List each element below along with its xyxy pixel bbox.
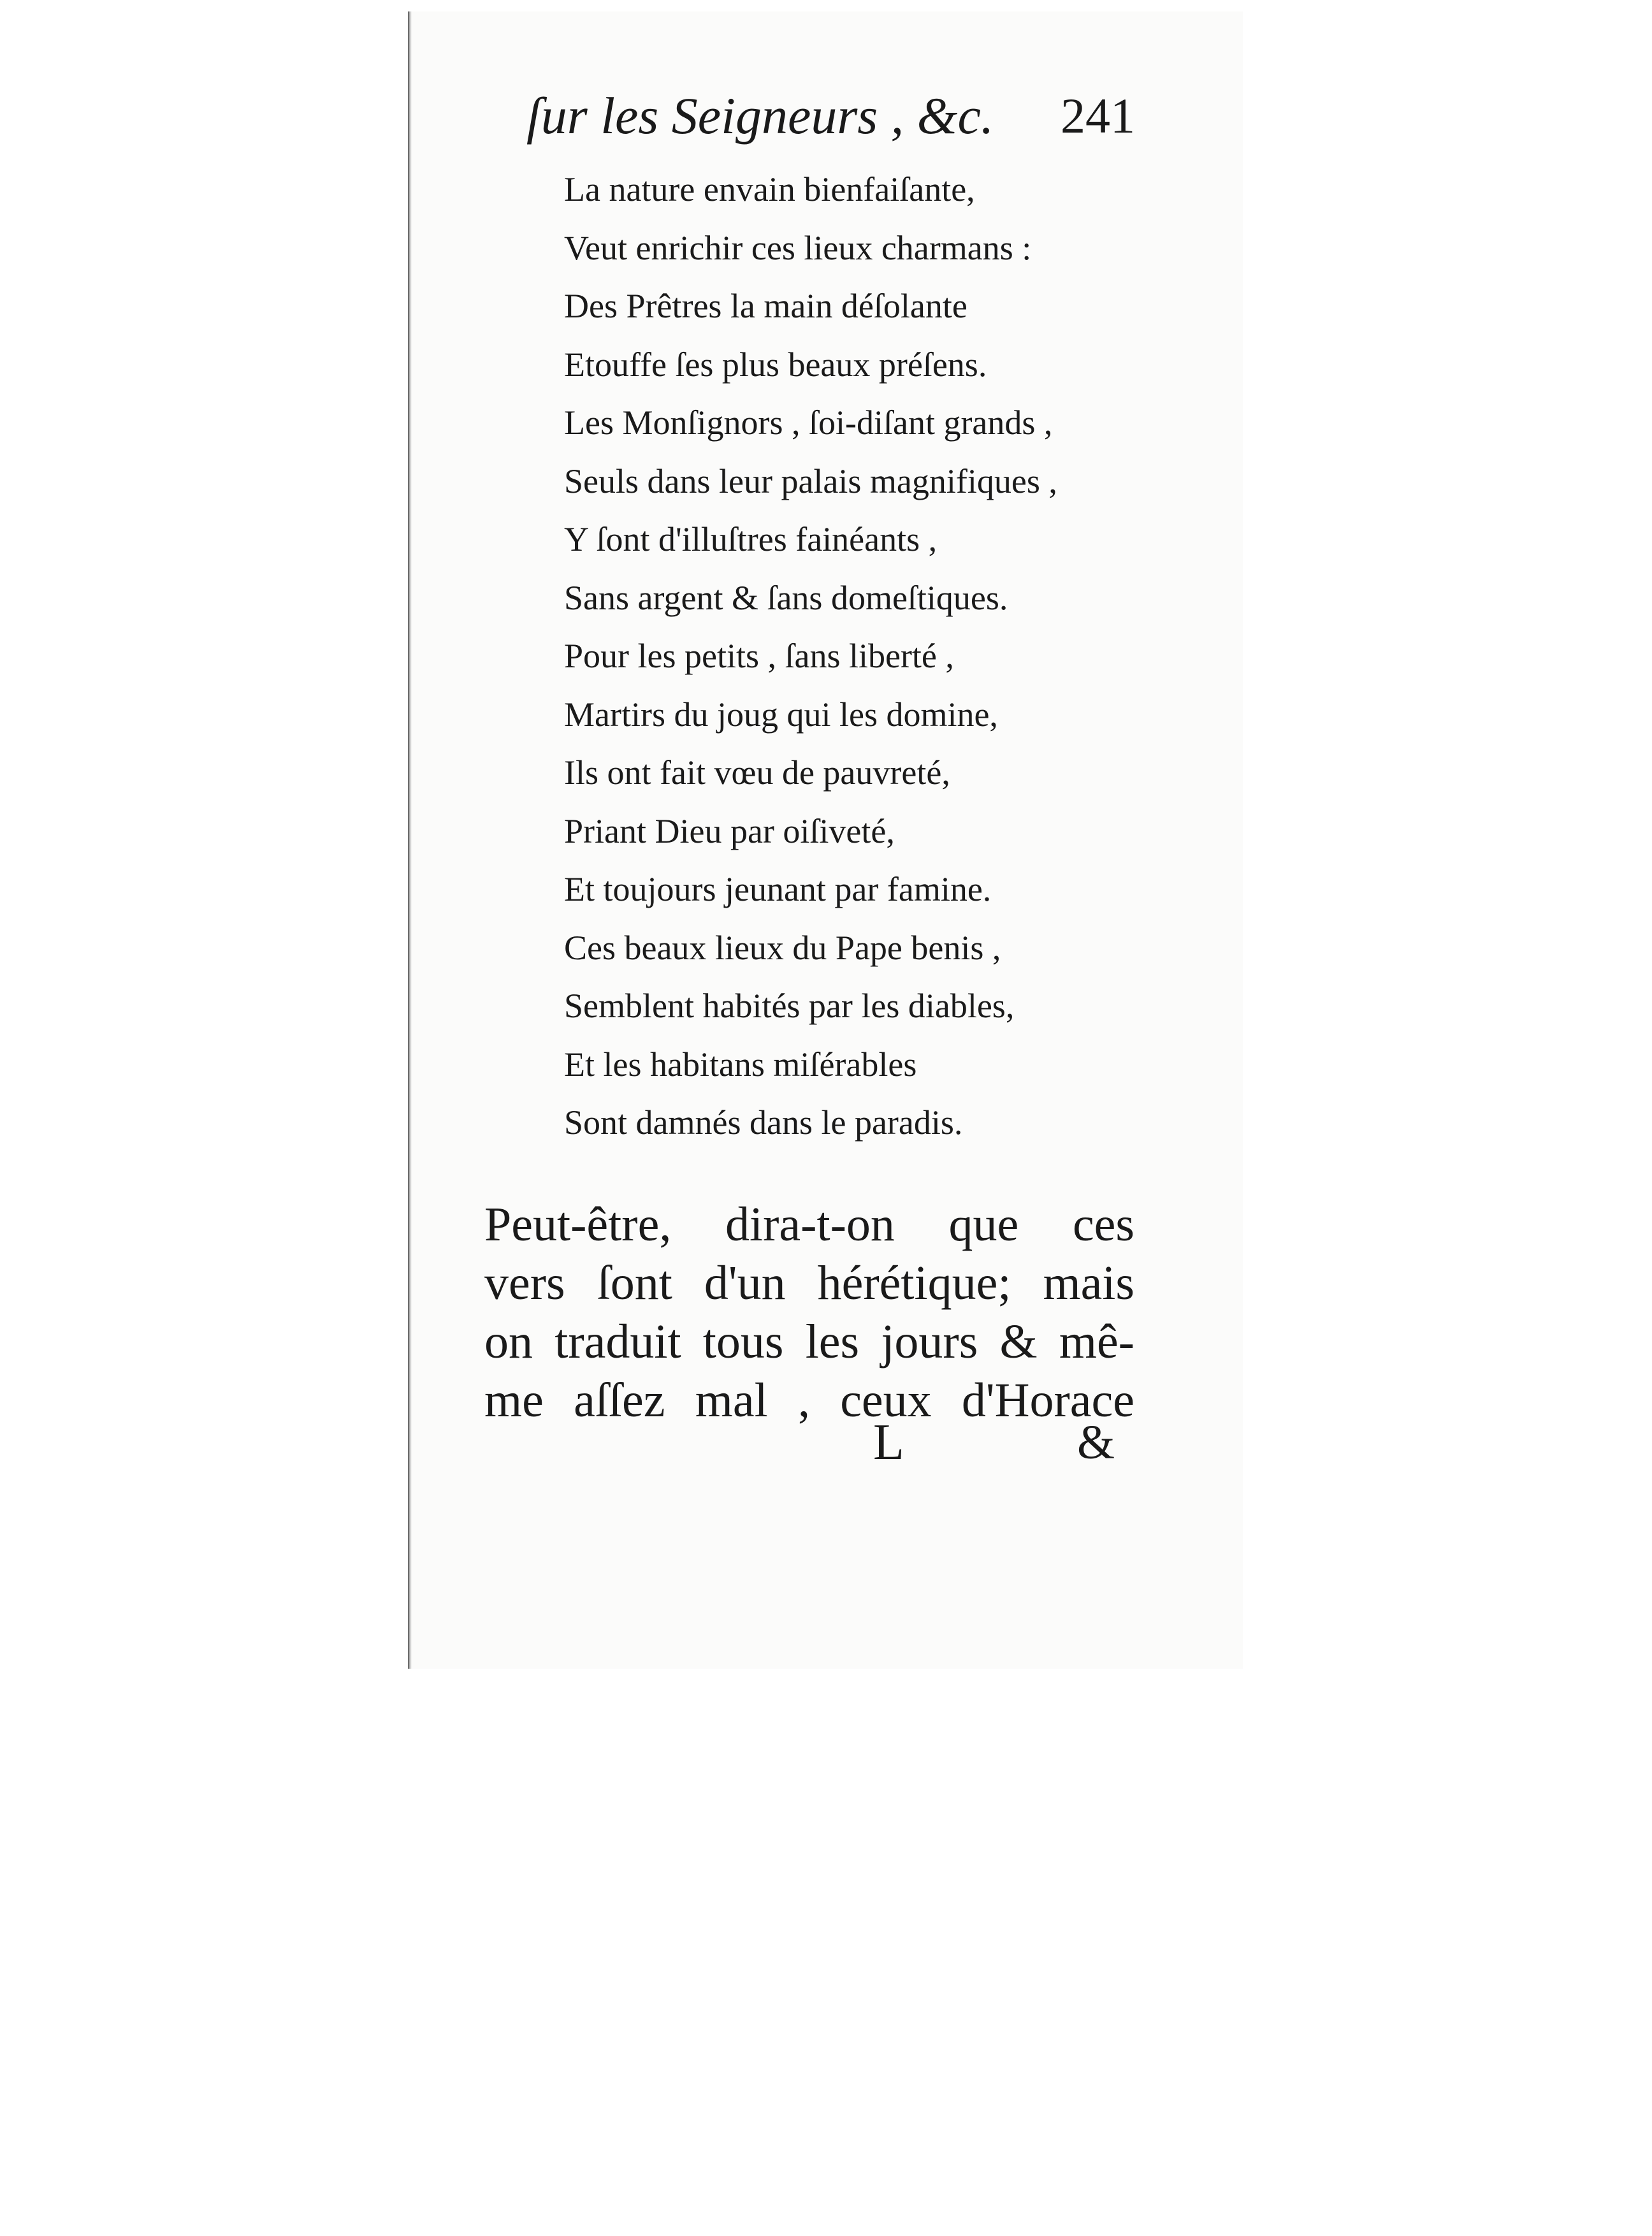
prose-paragraph	[484, 1195, 1134, 1430]
verse-line: Priant Dieu par oiſiveté,	[564, 811, 895, 850]
catchword: &	[1077, 1416, 1115, 1469]
prose-line: vers ſont d'un hérétique; mais	[484, 1256, 1134, 1310]
verse-line: Sans argent & ſans domeſtiques.	[564, 578, 1008, 617]
verse-line: La nature envain bienfaiſante,	[564, 170, 975, 208]
verse-line: Veut enrichir ces lieux charmans :	[564, 228, 1032, 267]
running-head	[526, 84, 1135, 154]
running-title: ſur les Seigneurs , &c.	[526, 87, 994, 145]
prose-line: me aſſez mal , ceux d'Horace	[484, 1374, 1134, 1427]
verse-line: Etouffe ſes plus beaux préſens.	[564, 345, 987, 384]
verse-line: Des Prêtres la main déſolante	[564, 287, 967, 325]
verse-block	[564, 161, 1057, 1152]
verse-line: Pour les petits , ſans liberté ,	[564, 637, 954, 675]
verse-line: Semblent habités par les diables,	[564, 987, 1015, 1025]
verse-line: Et toujours jeunant par famine.	[564, 870, 992, 908]
signature-mark: L	[873, 1414, 904, 1470]
prose-line: Peut-être, dira-t-on que ces	[484, 1198, 1134, 1251]
page-number: 241	[1061, 88, 1135, 143]
verse-line: Les Monſignors , ſoi-diſant grands ,	[564, 403, 1053, 442]
verse-line: Martirs du joug qui les domine,	[564, 695, 998, 734]
verse-line: Et les habitans miſérables	[564, 1045, 917, 1084]
verse-line: Y ſont d'illuſtres fainéants ,	[564, 520, 938, 558]
page-gutter-shadow	[408, 11, 412, 1669]
verse-line: Ces beaux lieux du Pape benis ,	[564, 928, 1001, 967]
prose-line: on traduit tous les jours & mê-	[484, 1315, 1134, 1368]
verse-line: Seuls dans leur palais magnifiques ,	[564, 461, 1057, 500]
verse-line: Sont damnés dans le paradis.	[564, 1103, 963, 1142]
verse-line: Ils ont fait vœu de pauvreté,	[564, 753, 950, 792]
